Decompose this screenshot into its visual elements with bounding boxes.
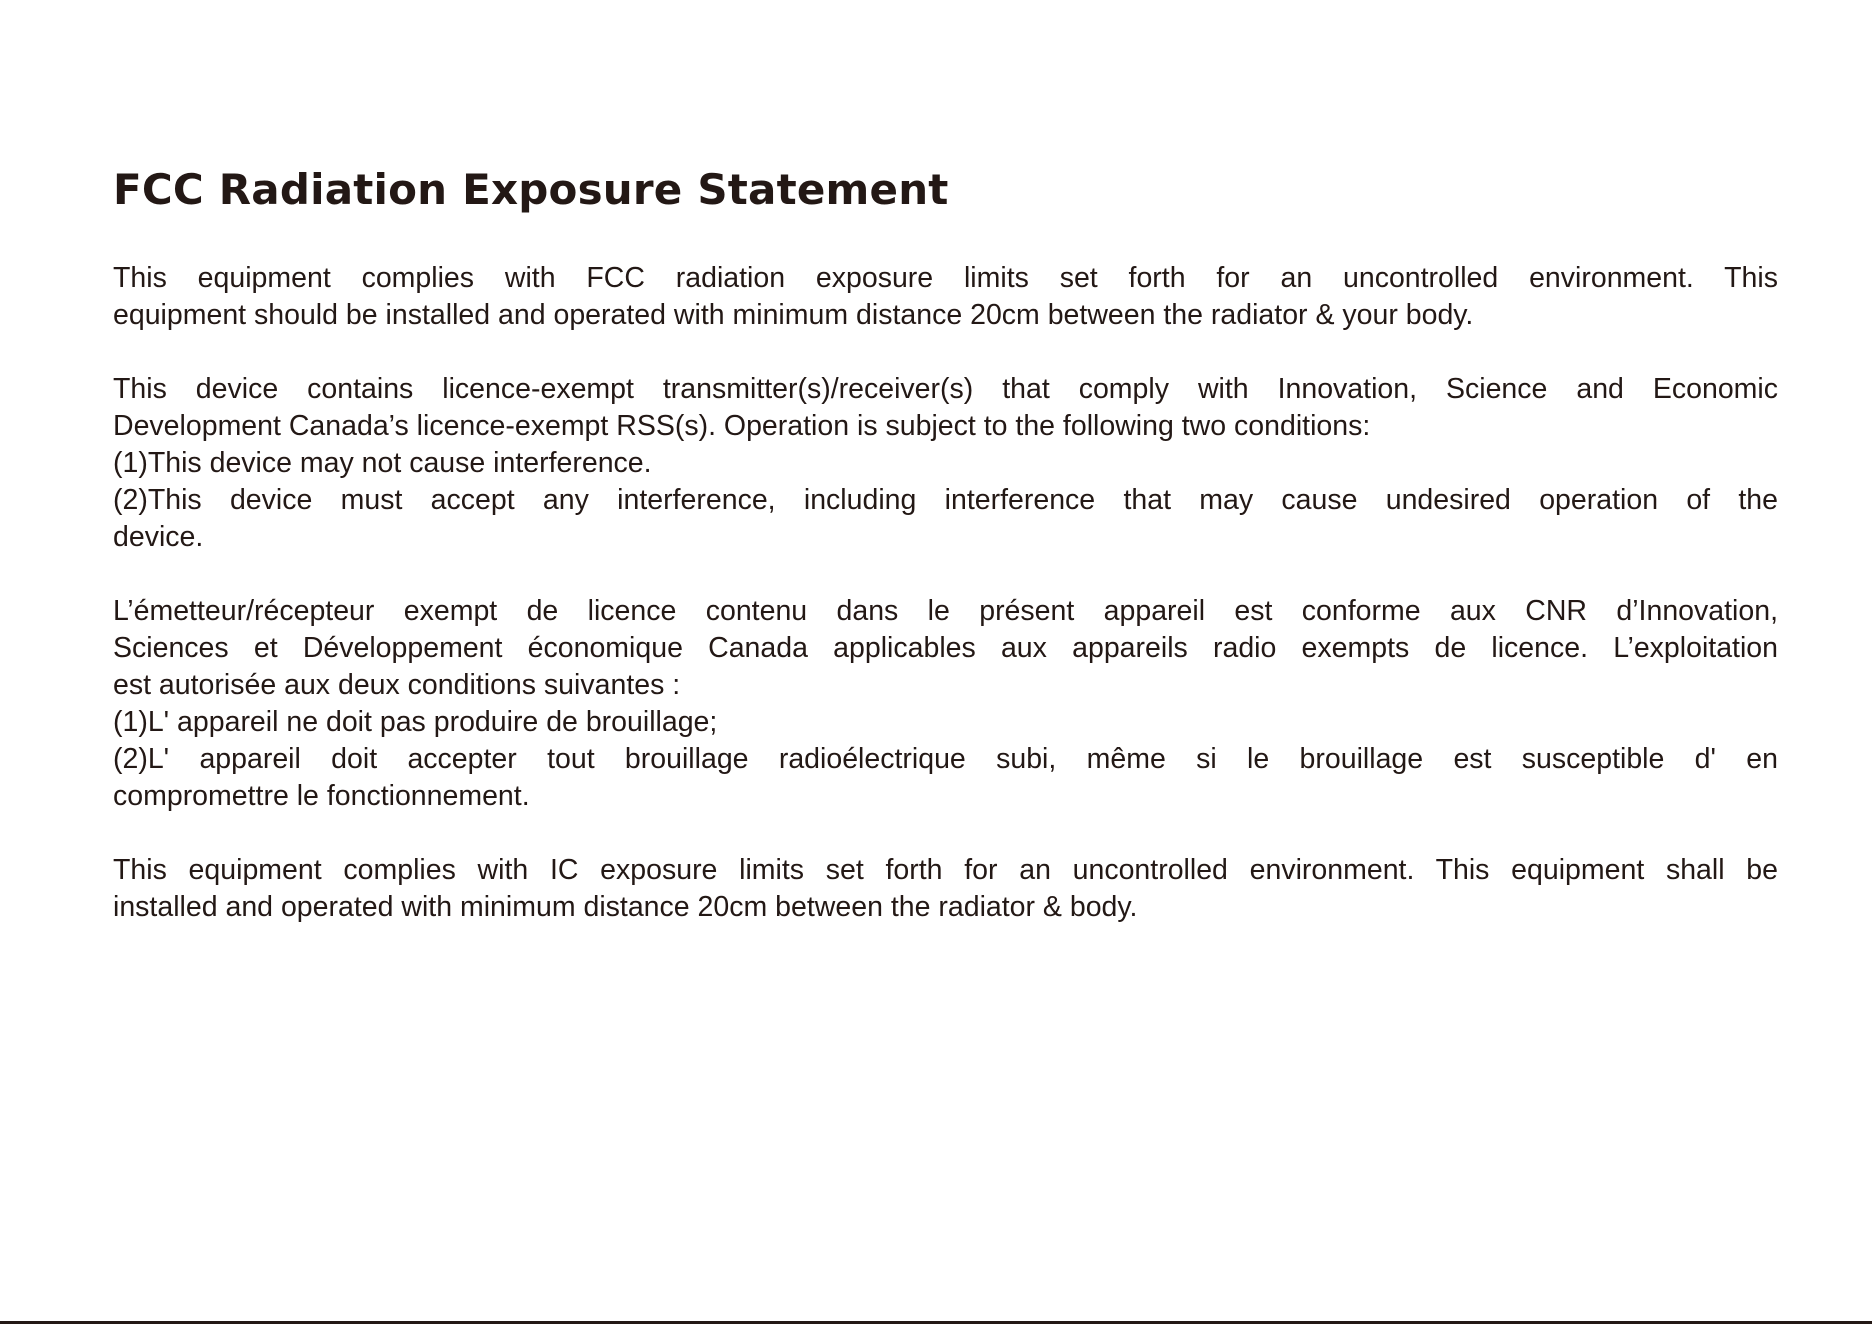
paragraph-line: est autorisée aux deux conditions suivantes : xyxy=(113,669,681,701)
paragraph-line: equipment should be installed and operated with minimum distance 20cm between the radiator & your body. xyxy=(113,299,1474,331)
paragraph-line: This equipment complies with IC exposure limits set forth for an uncontrolled environment. This equipment shall be xyxy=(113,854,1778,886)
condition-line: (1)This device may not cause interference. xyxy=(113,447,652,479)
ised-english-paragraph xyxy=(113,371,1778,556)
paragraph-line: Development Canada’s licence-exempt RSS(s). Operation is subject to the following two conditions: xyxy=(113,410,1371,442)
paragraph-line: L’émetteur/récepteur exempt de licence contenu dans le présent appareil est conforme aux CNR d’Innovation, xyxy=(113,595,1778,627)
page-title: FCC Radiation Exposure Statement xyxy=(113,165,949,214)
condition-line: (2)L' appareil doit accepter tout brouillage radioélectrique subi, même si le brouillage est susceptible d' en xyxy=(113,743,1778,775)
paragraph-line: This device contains licence-exempt transmitter(s)/receiver(s) that comply with Innovation, Science and Economic xyxy=(113,373,1778,405)
condition-line: (1)L' appareil ne doit pas produire de brouillage; xyxy=(113,706,718,738)
ised-french-paragraph xyxy=(113,593,1778,815)
condition-line: (2)This device must accept any interference, including interference that may cause undesired operation of the xyxy=(113,484,1778,516)
paragraph-line: installed and operated with minimum distance 20cm between the radiator & body. xyxy=(113,891,1138,923)
paragraph-line: compromettre le fonctionnement. xyxy=(113,780,530,812)
paragraph-line: device. xyxy=(113,521,204,553)
document-page xyxy=(113,160,1778,963)
fcc-exposure-paragraph xyxy=(113,260,1778,334)
paragraph-line: Sciences et Développement économique Canada applicables aux appareils radio exempts de licence. L’exploitation xyxy=(113,632,1778,664)
ic-exposure-paragraph xyxy=(113,852,1778,926)
paragraph-line: This equipment complies with FCC radiation exposure limits set forth for an uncontrolled environment. This xyxy=(113,262,1778,294)
